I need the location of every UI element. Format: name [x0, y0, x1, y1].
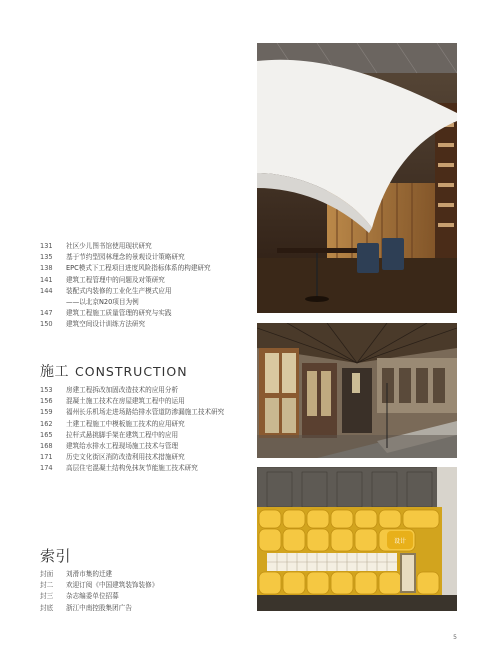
- toc-page-number: 141: [40, 275, 53, 284]
- index-title: 刘滑市集的迁建: [66, 570, 113, 578]
- toc-item[interactable]: [40, 452, 224, 463]
- index-label: 封三: [40, 592, 54, 601]
- toc-page-number: 150: [40, 320, 53, 329]
- interior-photo-industrial-graphic: [257, 323, 457, 458]
- toc-page-number: 168: [40, 442, 53, 451]
- index-item[interactable]: [40, 580, 158, 591]
- toc-item[interactable]: [40, 441, 224, 452]
- toc-page-number: 131: [40, 242, 53, 250]
- toc-title: 社区少儿图书馆使用现状研究: [66, 242, 152, 250]
- toc-title: 混凝土施工技术在房屋建筑工程中的运用: [66, 397, 185, 406]
- toc-item[interactable]: [40, 419, 224, 430]
- storefront-photo-graphic: [257, 467, 457, 611]
- toc-item[interactable]: [40, 430, 224, 441]
- toc-title: 土建工程施工中模板施工技术的应用研究: [66, 419, 185, 428]
- toc-page-number: 159: [40, 408, 53, 417]
- index-label: 封面: [40, 570, 54, 578]
- toc-item[interactable]: [40, 286, 211, 297]
- toc-item[interactable]: [40, 463, 224, 474]
- section-heading-index: [40, 545, 71, 566]
- index-item[interactable]: [40, 603, 158, 614]
- interior-photo-canopy: [257, 43, 457, 313]
- storefront-photo: [257, 467, 457, 611]
- toc-page-number: 135: [40, 253, 53, 262]
- index-list: [40, 569, 158, 614]
- toc-item[interactable]: [40, 275, 211, 286]
- page-number: 5: [453, 634, 457, 641]
- toc-item-subtitle: [40, 297, 211, 308]
- toc-title: 建筑空间设计训练方法研究: [66, 320, 146, 329]
- index-label: 封底: [40, 603, 54, 612]
- toc-page-number: 171: [40, 453, 53, 462]
- toc-design-list: [40, 241, 211, 331]
- interior-photo-canopy-graphic: [257, 43, 457, 313]
- toc-item[interactable]: [40, 385, 224, 396]
- toc-title: EPC模式下工程项目进度风险指标体系的构建研究: [66, 264, 211, 273]
- index-title: 杂志编委单位招募: [66, 592, 119, 601]
- toc-page-number: [40, 297, 66, 308]
- toc-page-number: 153: [40, 386, 53, 394]
- toc-item[interactable]: [40, 319, 211, 330]
- storefront-sign-text: 设计: [393, 538, 407, 545]
- toc-item[interactable]: [40, 407, 224, 418]
- toc-item[interactable]: [40, 396, 224, 407]
- toc-title: 房建工程拆改加固改造技术的应用分析: [66, 386, 179, 394]
- toc-page-number: 165: [40, 430, 53, 439]
- toc-page-number: 138: [40, 264, 53, 273]
- section-heading-cn: 施工: [40, 364, 69, 380]
- toc-page-number: 147: [40, 309, 53, 318]
- toc-page-number: 156: [40, 397, 53, 406]
- index-title: 浙江中南控股集团广告: [66, 603, 132, 612]
- toc-title: 高层住宅混凝土结构免抹灰节能施工技术研究: [66, 464, 198, 473]
- toc-page-number: 162: [40, 419, 53, 428]
- section-heading-cn: 索引: [40, 547, 72, 565]
- toc-title: 建筑工程施工质量管理的研究与实践: [66, 309, 172, 318]
- toc-title: 福州长乐机场走进场路给排水管道防渗漏施工技术研究: [66, 408, 225, 417]
- index-item[interactable]: [40, 591, 158, 602]
- toc-page-number: 144: [40, 286, 53, 295]
- toc-item[interactable]: [40, 252, 211, 263]
- toc-title: 建筑给水排水工程现场施工技术与管理: [66, 442, 179, 451]
- toc-title: 基于节约型园林理念的景观设计策略研究: [66, 253, 185, 262]
- index-title: 欢迎订阅《中国建筑装饰装修》: [66, 581, 159, 590]
- toc-title: 建筑工程管理中的问题及对策研究: [66, 275, 165, 284]
- toc-page-number: 174: [40, 464, 53, 473]
- toc-item[interactable]: [40, 308, 211, 319]
- section-heading-en: CONSTRUCTION: [75, 364, 188, 379]
- toc-item[interactable]: [40, 263, 211, 274]
- toc-title: 拉杆式悬挑脚手架在建筑工程中的应用: [66, 430, 179, 439]
- toc-title: 历史文化街区消防改造利用技术措施研究: [66, 453, 185, 462]
- interior-photo-industrial: [257, 323, 457, 458]
- index-label: 封二: [40, 581, 54, 590]
- toc-subtitle: ——以北京N20项目为例: [66, 298, 139, 307]
- toc-title: 装配式内装修的工业化生产模式应用: [66, 286, 172, 295]
- section-heading-construction: [40, 361, 188, 381]
- toc-item[interactable]: [40, 241, 211, 252]
- toc-construction-list: [40, 385, 224, 475]
- index-item[interactable]: [40, 569, 158, 580]
